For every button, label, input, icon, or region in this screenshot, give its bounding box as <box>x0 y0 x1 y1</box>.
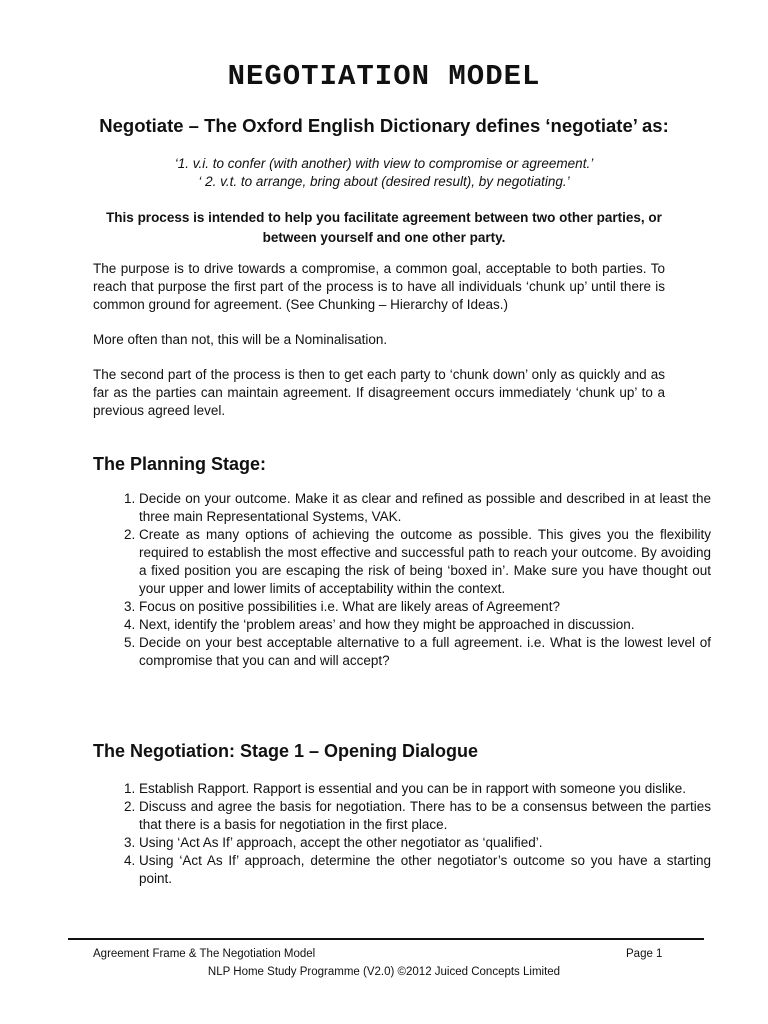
planning-stage-heading: The Planning Stage: <box>93 454 267 474</box>
list-item: 1. Establish Rapport. Rapport is essential and you can be in rapport with someone you dislike. <box>139 780 711 798</box>
intro-statement: This process is intended to help you facilitate agreement between two other parties, or between yourself and one other party. <box>106 210 662 245</box>
stage1-heading: The Negotiation: Stage 1 – Opening Dialogue <box>93 741 479 761</box>
page-title: NEGOTIATION MODEL <box>227 60 541 93</box>
list-item: 2. Discuss and agree the basis for negotiation. There has to be a consensus between the parties that there is a basis for negotiation in the first place. <box>139 798 711 834</box>
list-item: 4. Next, identify the ‘problem areas’ and how they might be approached in discussion. <box>139 616 711 634</box>
list-item: 2. Create as many options of achieving the outcome as possible. This gives you the flexibility required to establish the most effective and successful path to reach your outcome. By avoiding a fixed position you are escaping the risk of being ‘boxed in’. Make sure you have thought out your upper and lower limits of acceptability within the context. <box>139 526 711 598</box>
chunk-down-paragraph: The second part of the process is then to get each party to ‘chunk down’ only as quickly and as far as the parties can maintain agreement. If disagreement occurs immediately ‘chunk up’ to a previous agreed level. <box>93 367 665 418</box>
dictionary-definitions <box>0 155 768 191</box>
definition-line: ‘1. v.i. to confer (with another) with view to compromise or agreement.’ <box>174 156 594 171</box>
list-item: 3. Focus on positive possibilities i.e. What are likely areas of Agreement? <box>139 598 711 616</box>
list-item: 4. Using ‘Act As If’ approach, determine the other negotiator’s outcome so you have a starting point. <box>139 852 711 888</box>
footer-page-number: Page 1 <box>626 948 663 960</box>
purpose-paragraph: The purpose is to drive towards a compromise, a common goal, acceptable to both parties. To reach that purpose the first part of the process is to have all individuals ‘chunk up’ until there is common ground for agreement. (See Chunking – Hierarchy of Ideas.) <box>93 261 665 312</box>
definition-line: ‘ 2. v.t. to arrange, bring about (desired result), by negotiating.’ <box>198 174 570 189</box>
footer-document-title: Agreement Frame & The Negotiation Model <box>93 948 316 960</box>
list-item: 1. Decide on your outcome. Make it as clear and refined as possible and described in at least the three main Representational Systems, VAK. <box>139 490 711 526</box>
definition-heading: Negotiate – The Oxford English Dictionary defines ‘negotiate’ as: <box>99 115 669 136</box>
planning-stage-list <box>93 490 711 670</box>
list-item: 5. Decide on your best acceptable alternative to a full agreement. i.e. What is the lowest level of compromise that you can and will accept? <box>139 634 711 670</box>
stage1-list <box>93 780 711 888</box>
nominalisation-paragraph: More often than not, this will be a Nominalisation. <box>93 332 388 347</box>
footer-copyright: NLP Home Study Programme (V2.0) ©2012 Juiced Concepts Limited <box>207 966 561 978</box>
list-item: 3. Using ‘Act As If’ approach, accept the other negotiator as ‘qualified’. <box>139 834 711 852</box>
footer-divider <box>68 938 704 940</box>
